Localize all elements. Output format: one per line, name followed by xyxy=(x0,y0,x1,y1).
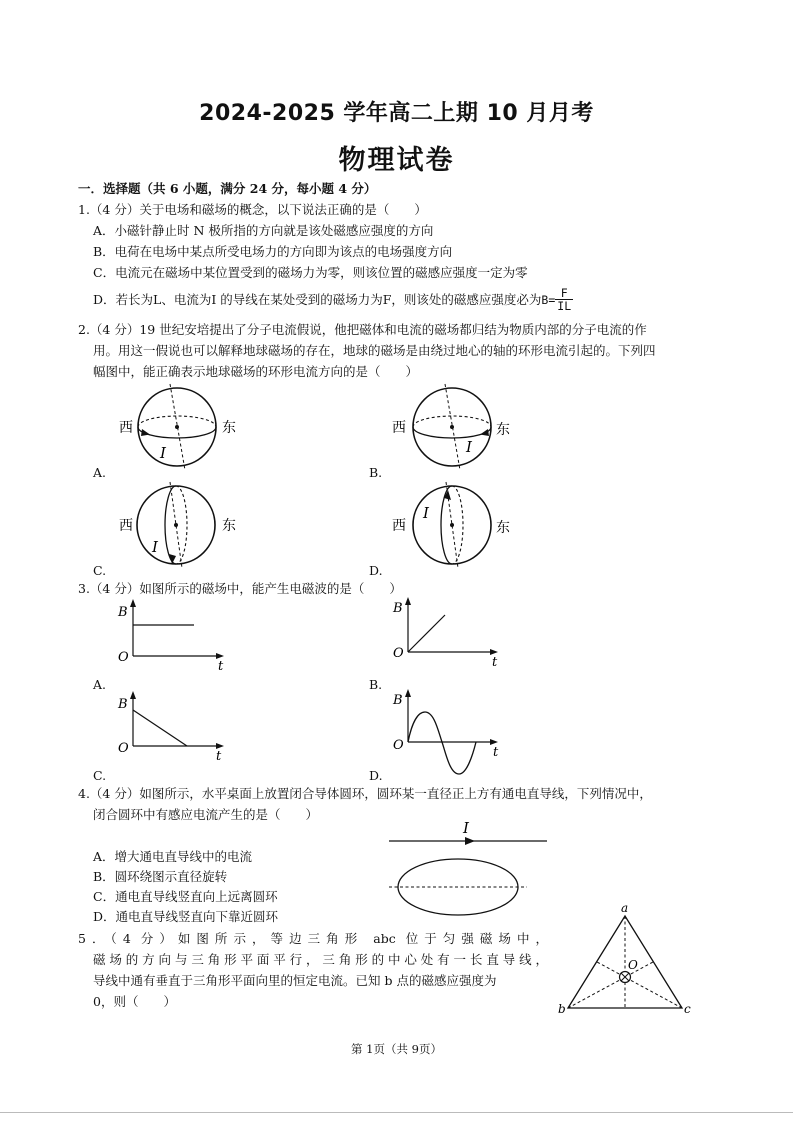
q5-line1: 5．（4 分）如图所示，等边三角形 abc 位于匀强磁场中， xyxy=(78,931,548,946)
q5-line3: 导线中通有垂直于三角形平面向里的恒定电流。已知 b 点的磁感应强度为 xyxy=(93,973,497,988)
q3-label-b: B. xyxy=(369,677,383,692)
q5-vertex-c: c xyxy=(684,1002,691,1016)
q1-option-c: C．电流元在磁场中某位置受到的磁场力为零，则该位置的磁感应强度一定为零 xyxy=(93,265,528,280)
q2-figure-d xyxy=(390,480,520,572)
q3-label-d: D. xyxy=(369,768,383,783)
q2c-east-label: 东 xyxy=(222,518,236,534)
q1-stem: 1.（4 分）关于电场和磁场的概念，以下说法正确的是（ ） xyxy=(78,202,427,217)
q2-figure-a xyxy=(110,382,236,474)
q3b-ylabel: B xyxy=(393,601,403,616)
q4-option-c: C．通电直导线竖直向上远离圆环 xyxy=(93,889,278,904)
q2d-east-label: 东 xyxy=(496,520,510,536)
q1-formula-lhs: B= xyxy=(541,292,556,307)
q3b-origin: O xyxy=(393,646,404,661)
q2-label-b: B. xyxy=(369,465,383,480)
q3c-xlabel: t xyxy=(216,749,222,764)
q2-figure-c xyxy=(110,480,240,572)
bottom-divider xyxy=(0,1112,793,1113)
q2a-east-label: 东 xyxy=(222,420,236,436)
q2-line2: 用。用这一假说也可以解释地球磁场的存在，地球的磁场是由绕过地心的轴的环形电流引起的。下列四 xyxy=(93,343,656,358)
q1-option-d-text: D．若长为L、电流为I 的导线在某处受到的磁场力为F，则该处的磁感应强度必为 xyxy=(93,291,542,307)
q1-formula-denominator: IL xyxy=(557,299,572,313)
q1-option-a: A．小磁针静止时 N 极所指的方向就是该处磁感应强度的方向 xyxy=(93,223,434,238)
q3c-ylabel: B xyxy=(118,697,128,712)
subject-title: 物理试卷 xyxy=(338,145,455,176)
q3a-xlabel: t xyxy=(218,659,224,674)
q2-line1: 2.（4 分）19 世纪安培提出了分子电流假说，他把磁体和电流的磁场都归结为物质内部的分子电流的作 xyxy=(78,322,647,337)
page-footer: 第 1页（共 9页） xyxy=(351,1042,442,1056)
q2-figure-b xyxy=(390,382,520,474)
q5-vertex-a: a xyxy=(621,901,629,915)
q5-line2: 磁场的方向与三角形平面平行，三角形的中心处有一长直导线， xyxy=(93,952,548,967)
q2d-current-label: I xyxy=(423,504,429,522)
q3-label-a: A. xyxy=(93,677,107,692)
q1-option-d xyxy=(93,287,573,312)
q2a-west-label: 西 xyxy=(119,420,133,436)
q5-line4: 0，则（ ） xyxy=(93,994,176,1009)
q2b-current-label: I xyxy=(466,438,472,456)
q3d-ylabel: B xyxy=(393,693,403,708)
q1-option-b: B．电荷在电场中某点所受电场力的方向即为该点的电场强度方向 xyxy=(93,244,453,259)
q2a-current-label: I xyxy=(160,444,166,462)
q2c-current-label: I xyxy=(152,538,158,556)
q3-stem: 3.（4 分）如图所示的磁场中，能产生电磁波的是（ ） xyxy=(78,581,402,596)
q3d-origin: O xyxy=(393,738,404,753)
q3-graph-a xyxy=(112,598,232,673)
q4-current-label: I xyxy=(463,819,469,837)
q4-wire-ring-figure xyxy=(385,815,555,920)
q2d-west-label: 西 xyxy=(392,518,406,534)
q4-option-d: D．通电直导线竖直向下靠近圆环 xyxy=(93,909,279,924)
q5-triangle-figure xyxy=(555,898,695,1020)
q2c-west-label: 西 xyxy=(119,518,133,534)
q4-line2: 闭合圆环中有感应电流产生的是（ ） xyxy=(93,807,319,822)
q4-line1: 4.（4 分）如图所示，水平桌面上放置闭合导体圆环，圆环某一直径正上方有通电直导线，下列情况中， xyxy=(78,786,652,801)
q3b-xlabel: t xyxy=(492,655,498,670)
q2-label-c: C. xyxy=(93,563,107,578)
q2b-west-label: 西 xyxy=(392,420,406,436)
q2-label-a: A. xyxy=(93,465,107,480)
q4-option-b: B．圆环绕图示直径旋转 xyxy=(93,869,228,884)
q2-line3: 幅图中，能正确表示地球磁场的环形电流方向的是（ ） xyxy=(93,364,419,379)
q3a-origin: O xyxy=(118,650,129,665)
q3a-ylabel: B xyxy=(118,605,128,620)
exam-title: 2024-2025 学年高二上期 10 月月考 xyxy=(199,101,594,126)
q5-vertex-b: b xyxy=(558,1002,566,1016)
q1-formula-fraction xyxy=(555,287,573,312)
q3-graph-c xyxy=(112,690,232,765)
q2-label-d: D. xyxy=(369,563,383,578)
q2b-east-label: 东 xyxy=(496,422,510,438)
q3c-origin: O xyxy=(118,741,129,756)
q3-graph-d xyxy=(390,688,510,780)
section-heading: 一．选择题（共 6 小题，满分 24 分，每小题 4 分） xyxy=(78,181,377,196)
q3d-xlabel: t xyxy=(493,745,499,760)
q3-label-c: C. xyxy=(93,768,107,783)
q3-graph-b xyxy=(390,596,510,671)
q5-center-label: O xyxy=(628,958,638,972)
q1-formula-numerator: F xyxy=(555,287,573,300)
q4-option-a: A．增大通电直导线中的电流 xyxy=(93,849,253,864)
